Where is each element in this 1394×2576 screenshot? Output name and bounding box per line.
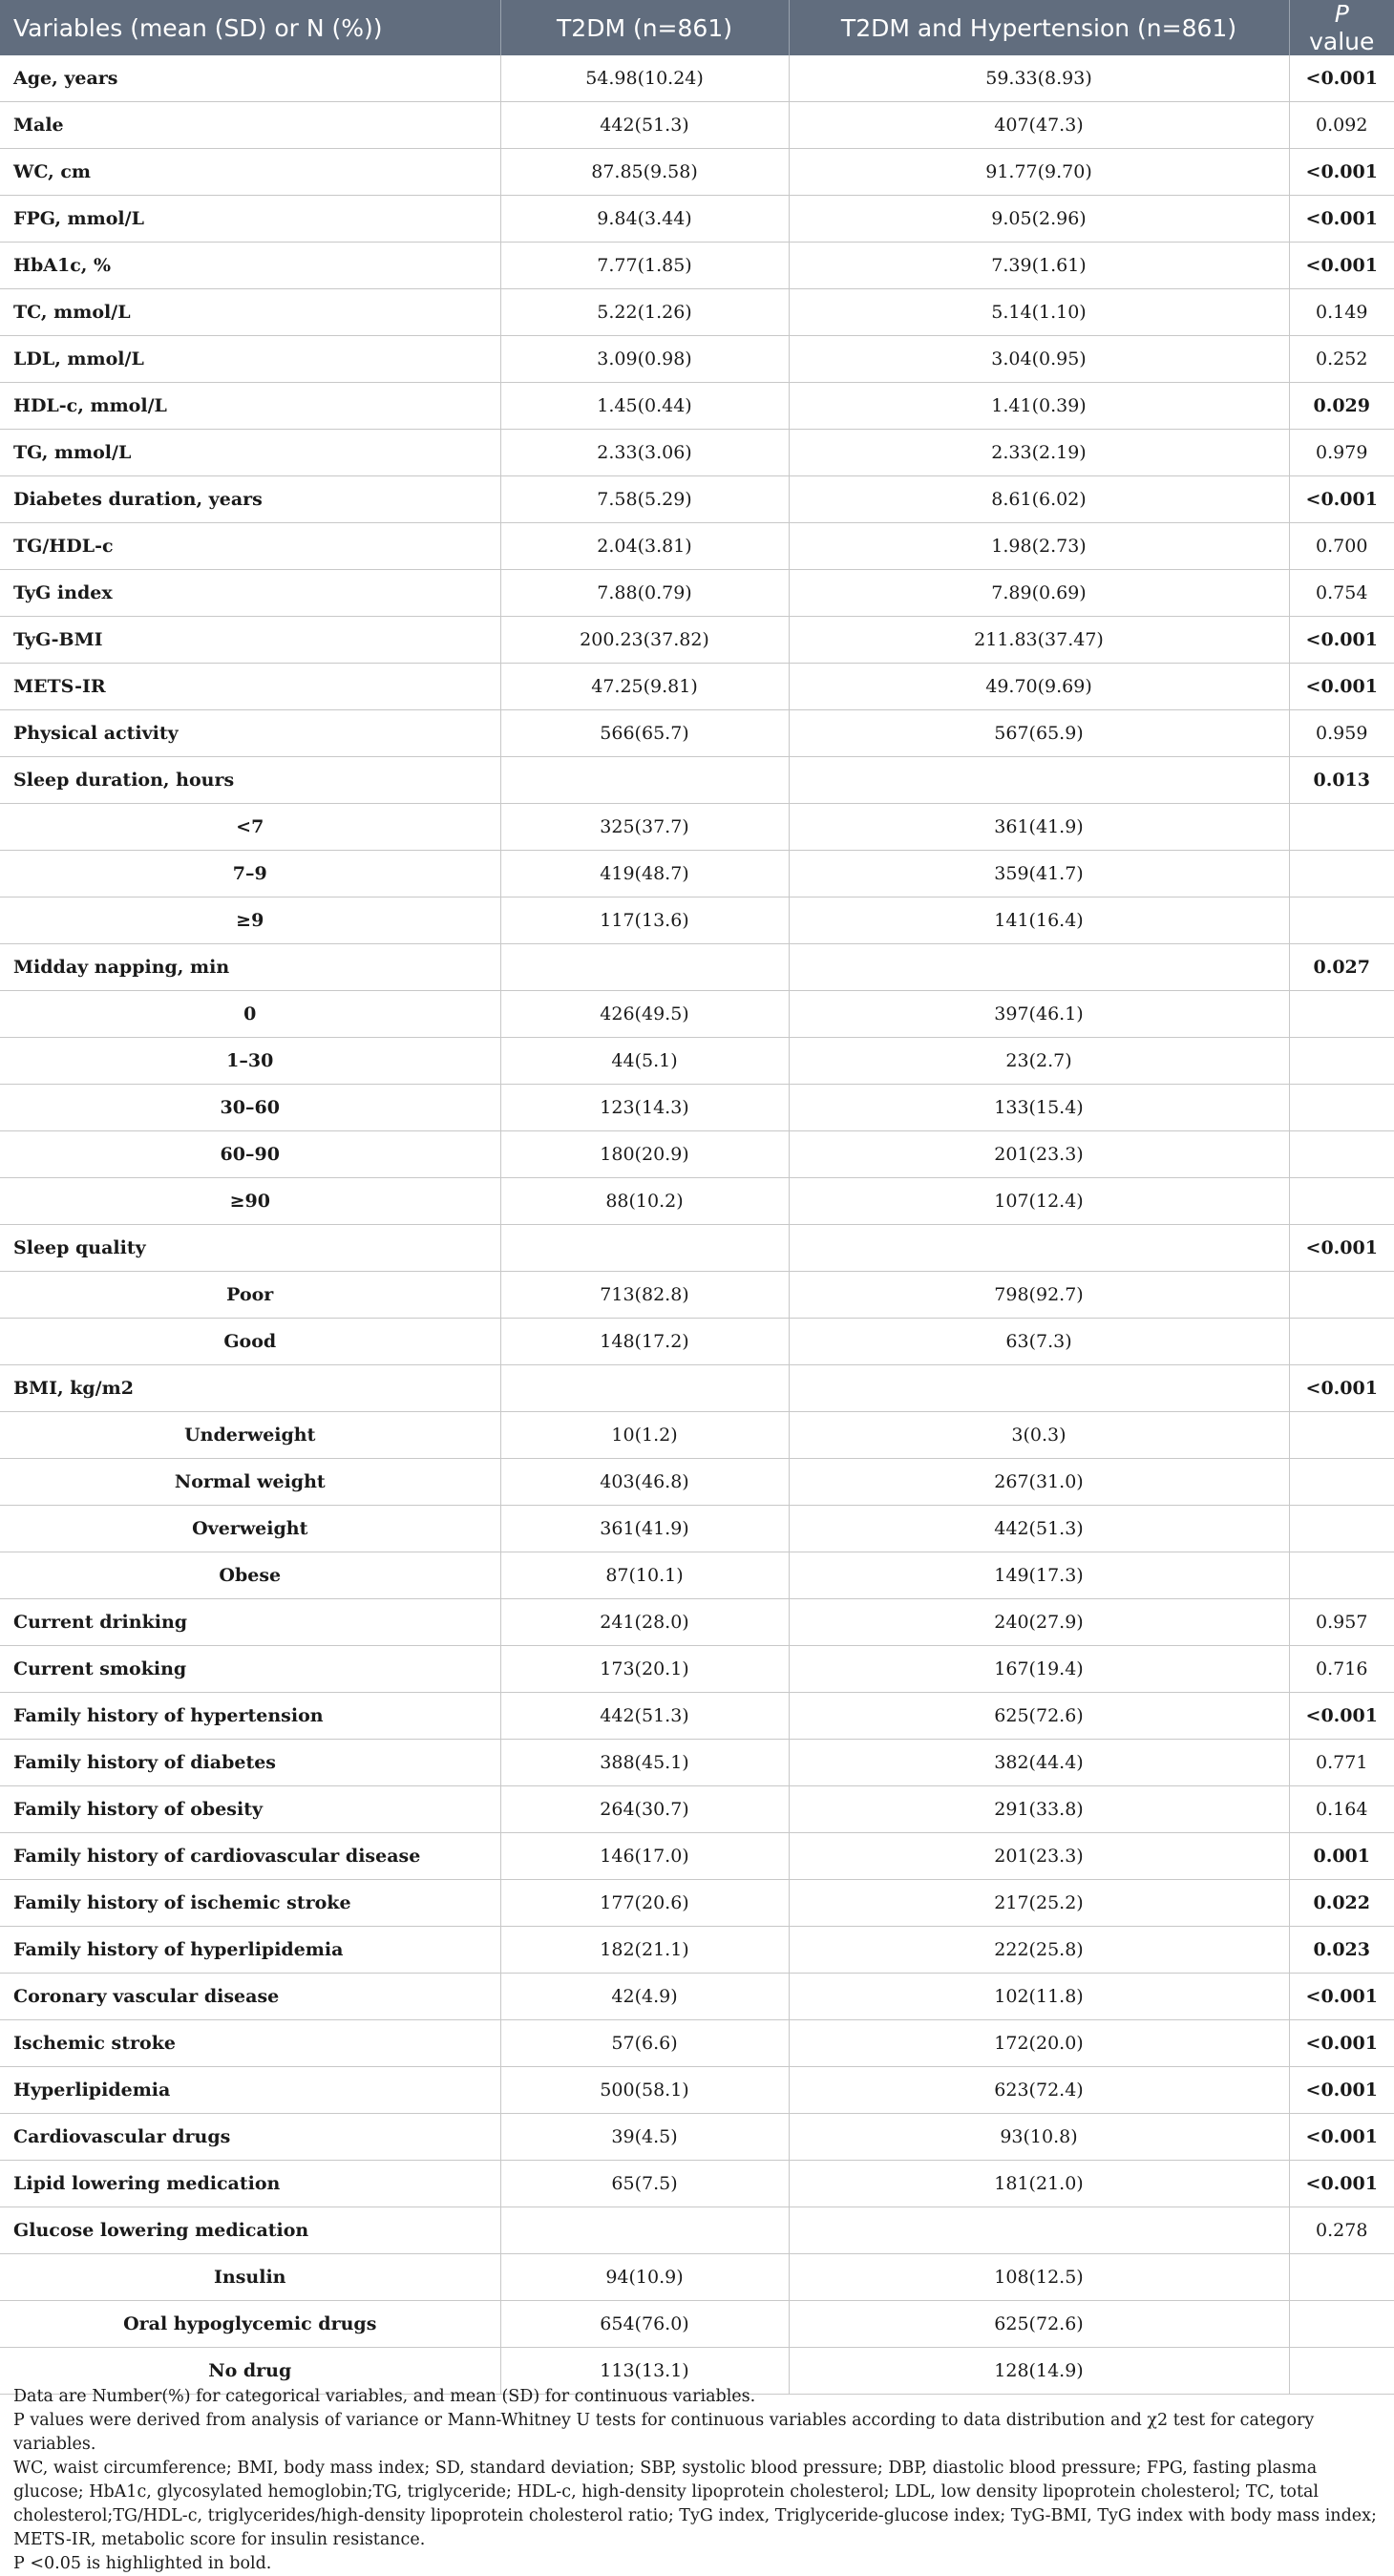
cell-t2dm: 566(65.7) [500,710,789,757]
footnote: WC, waist circumference; BMI, body mass index; SD, standard deviation; SBP, systolic blood pressure; DBP, diastolic blood pressure; FPG, fasting plasma glucose; HbA1c, glycosylated hemoglobin;TG, triglyceride; HDL-c, high-density lipoprotein cholesterol; LDL, low density lipoprotein cholesterol; TC, total cholesterol;TG/HDL-c, triglycerides/high-density lipoprotein cholesterol ratio; TyG index, Triglyceride-glucose index; TyG-BMI, TyG index with body mass index; METS-IR, metabolic score for insulin resistance. [13,2459,1377,2549]
cell-t2dm-hypertension: 359(41.7) [789,851,1289,897]
cell-p-value: 0.700 [1289,523,1394,570]
cell-t2dm: 713(82.8) [500,1272,789,1319]
cell-t2dm-hypertension: 442(51.3) [789,1506,1289,1552]
cell-t2dm: 426(49.5) [500,991,789,1038]
table-row [0,196,1394,243]
cell-t2dm: 87.85(9.58) [500,149,789,196]
cell-p-value: <0.001 [1289,149,1394,196]
cell-t2dm: 180(20.9) [500,1131,789,1178]
header-p-value [1289,0,1394,55]
cell-p-value: 0.278 [1289,2207,1394,2254]
cell-p-value: <0.001 [1289,1365,1394,1412]
cell-t2dm: 94(10.9) [500,2254,789,2301]
cell-p-value [1289,1038,1394,1085]
row-label: 0 [0,991,500,1038]
table-row [0,1740,1394,1786]
row-label: Cardiovascular drugs [0,2114,500,2161]
row-label: 30–60 [0,1085,500,1131]
cell-t2dm-hypertension: 397(46.1) [789,991,1289,1038]
table-row [0,1974,1394,2020]
table-row [0,336,1394,383]
row-label: HbA1c, % [0,243,500,289]
cell-p-value [1289,1459,1394,1506]
table-row [0,991,1394,1038]
cell-t2dm-hypertension: 2.33(2.19) [789,430,1289,476]
cell-t2dm: 500(58.1) [500,2067,789,2114]
cell-t2dm-hypertension: 8.61(6.02) [789,476,1289,523]
table-row [0,1786,1394,1833]
cell-t2dm-hypertension: 9.05(2.96) [789,196,1289,243]
cell-t2dm-hypertension: 128(14.9) [789,2348,1289,2395]
cell-p-value [1289,1085,1394,1131]
cell-p-value [1289,851,1394,897]
table-row [0,476,1394,523]
cell-t2dm: 200.23(37.82) [500,617,789,664]
cell-t2dm-hypertension: 798(92.7) [789,1272,1289,1319]
cell-t2dm-hypertension: 3.04(0.95) [789,336,1289,383]
row-label: TyG-BMI [0,617,500,664]
cell-p-value: <0.001 [1289,617,1394,664]
cell-t2dm [500,1365,789,1412]
table-row [0,1085,1394,1131]
table-row [0,1833,1394,1880]
cell-t2dm: 442(51.3) [500,102,789,149]
cell-t2dm: 65(7.5) [500,2161,789,2207]
cell-t2dm-hypertension: 167(19.4) [789,1646,1289,1693]
cell-t2dm: 7.58(5.29) [500,476,789,523]
cell-t2dm: 117(13.6) [500,897,789,944]
table-row [0,1599,1394,1646]
cell-p-value [1289,1412,1394,1459]
cell-t2dm: 57(6.6) [500,2020,789,2067]
footnote: P values were derived from analysis of variance or Mann-Whitney U tests for continuous variables according to data distribution and χ2 test for category variables. [13,2411,1315,2454]
cell-p-value: 0.252 [1289,336,1394,383]
row-label: Family history of obesity [0,1786,500,1833]
table-row [0,430,1394,476]
cell-t2dm: 39(4.5) [500,2114,789,2161]
header-row [0,0,1394,55]
row-label: ≥9 [0,897,500,944]
cell-p-value: 0.164 [1289,1786,1394,1833]
cell-t2dm-hypertension [789,2207,1289,2254]
cell-t2dm: 47.25(9.81) [500,664,789,710]
cell-t2dm-hypertension [789,1365,1289,1412]
row-label: <7 [0,804,500,851]
row-label: Underweight [0,1412,500,1459]
cell-t2dm-hypertension: 133(15.4) [789,1085,1289,1131]
cell-p-value: 0.979 [1289,430,1394,476]
cell-p-value: <0.001 [1289,476,1394,523]
cell-t2dm-hypertension: 201(23.3) [789,1131,1289,1178]
cell-t2dm-hypertension: 291(33.8) [789,1786,1289,1833]
table-row [0,149,1394,196]
cell-p-value [1289,2254,1394,2301]
table-row [0,383,1394,430]
cell-p-value: 0.029 [1289,383,1394,430]
cell-t2dm: 2.04(3.81) [500,523,789,570]
table-row [0,1693,1394,1740]
row-label: WC, cm [0,149,500,196]
row-label: Current smoking [0,1646,500,1693]
cell-t2dm-hypertension: 102(11.8) [789,1974,1289,2020]
cell-t2dm-hypertension: 267(31.0) [789,1459,1289,1506]
row-label: TC, mmol/L [0,289,500,336]
cell-p-value [1289,1178,1394,1225]
cell-t2dm-hypertension: 625(72.6) [789,1693,1289,1740]
cell-t2dm-hypertension: 382(44.4) [789,1740,1289,1786]
table-row [0,1131,1394,1178]
table-row [0,2161,1394,2207]
row-label: Coronary vascular disease [0,1974,500,2020]
table-row [0,1038,1394,1085]
table-row [0,2254,1394,2301]
cell-p-value [1289,1131,1394,1178]
cell-t2dm [500,757,789,804]
table-row [0,664,1394,710]
cell-t2dm-hypertension: 1.98(2.73) [789,523,1289,570]
cell-t2dm: 264(30.7) [500,1786,789,1833]
table-row [0,1272,1394,1319]
header-t2dm: T2DM (n=861) [500,0,789,55]
cell-t2dm-hypertension: 172(20.0) [789,2020,1289,2067]
cell-t2dm-hypertension [789,944,1289,991]
cell-p-value: <0.001 [1289,243,1394,289]
cell-t2dm: 113(13.1) [500,2348,789,2395]
table-row [0,2067,1394,2114]
row-label: Midday napping, min [0,944,500,991]
table-row [0,1459,1394,1506]
row-label: TyG index [0,570,500,617]
cell-t2dm-hypertension: 625(72.6) [789,2301,1289,2348]
cell-t2dm: 388(45.1) [500,1740,789,1786]
table-row [0,851,1394,897]
cell-t2dm: 403(46.8) [500,1459,789,1506]
cell-t2dm-hypertension: 407(47.3) [789,102,1289,149]
cell-p-value [1289,991,1394,1038]
cell-p-value [1289,2301,1394,2348]
row-label: 7–9 [0,851,500,897]
table-row [0,1880,1394,1927]
cell-p-value: 0.149 [1289,289,1394,336]
cell-t2dm: 146(17.0) [500,1833,789,1880]
cell-p-value [1289,1272,1394,1319]
cell-p-value: <0.001 [1289,1974,1394,2020]
cell-p-value: 0.754 [1289,570,1394,617]
cell-t2dm-hypertension [789,757,1289,804]
cell-p-value: 0.001 [1289,1833,1394,1880]
table-row [0,2020,1394,2067]
cell-t2dm-hypertension: 361(41.9) [789,804,1289,851]
cell-t2dm-hypertension: 107(12.4) [789,1178,1289,1225]
table-body [0,55,1394,2395]
cell-t2dm: 325(37.7) [500,804,789,851]
cell-t2dm: 2.33(3.06) [500,430,789,476]
row-label: Family history of diabetes [0,1740,500,1786]
cell-t2dm: 148(17.2) [500,1319,789,1365]
cell-p-value: <0.001 [1289,2114,1394,2161]
cell-t2dm-hypertension: 108(12.5) [789,2254,1289,2301]
row-label: ≥90 [0,1178,500,1225]
cell-t2dm: 419(48.7) [500,851,789,897]
cell-p-value: 0.013 [1289,757,1394,804]
cell-t2dm-hypertension: 201(23.3) [789,1833,1289,1880]
cell-t2dm-hypertension: 63(7.3) [789,1319,1289,1365]
header-p-italic: P [1334,0,1349,28]
cell-t2dm: 7.88(0.79) [500,570,789,617]
table-row [0,757,1394,804]
cell-t2dm-hypertension: 7.39(1.61) [789,243,1289,289]
cell-t2dm: 7.77(1.85) [500,243,789,289]
row-label: 60–90 [0,1131,500,1178]
table-row [0,289,1394,336]
cell-p-value: <0.001 [1289,196,1394,243]
cell-t2dm [500,2207,789,2254]
cell-t2dm-hypertension: 23(2.7) [789,1038,1289,1085]
cell-p-value: <0.001 [1289,1693,1394,1740]
cell-t2dm-hypertension: 149(17.3) [789,1552,1289,1599]
table-row [0,55,1394,102]
cell-t2dm: 44(5.1) [500,1038,789,1085]
header-p-rest: value [1309,28,1375,55]
table-row [0,617,1394,664]
footnote: P <0.05 is highlighted in bold. [13,2554,272,2573]
row-label: Sleep duration, hours [0,757,500,804]
cell-t2dm-hypertension: 567(65.9) [789,710,1289,757]
cell-t2dm: 88(10.2) [500,1178,789,1225]
cell-t2dm-hypertension: 623(72.4) [789,2067,1289,2114]
cell-t2dm: 5.22(1.26) [500,289,789,336]
row-label: Age, years [0,55,500,102]
cell-t2dm-hypertension: 49.70(9.69) [789,664,1289,710]
cell-t2dm: 42(4.9) [500,1974,789,2020]
cell-t2dm: 241(28.0) [500,1599,789,1646]
cell-t2dm: 87(10.1) [500,1552,789,1599]
table-row [0,1365,1394,1412]
row-label: Hyperlipidemia [0,2067,500,2114]
row-label: Normal weight [0,1459,500,1506]
table-row [0,243,1394,289]
row-label: METS-IR [0,664,500,710]
table-row [0,1927,1394,1974]
table-row [0,1178,1394,1225]
row-label: FPG, mmol/L [0,196,500,243]
table-row [0,1319,1394,1365]
row-label: Family history of cardiovascular disease [0,1833,500,1880]
table-row [0,1552,1394,1599]
cell-t2dm-hypertension: 141(16.4) [789,897,1289,944]
table-row [0,710,1394,757]
cell-t2dm-hypertension: 181(21.0) [789,2161,1289,2207]
cell-p-value: 0.716 [1289,1646,1394,1693]
cell-t2dm: 442(51.3) [500,1693,789,1740]
table-row [0,102,1394,149]
table-row [0,523,1394,570]
table-row [0,1646,1394,1693]
cell-p-value: <0.001 [1289,55,1394,102]
row-label: LDL, mmol/L [0,336,500,383]
cell-p-value: 0.023 [1289,1927,1394,1974]
cell-t2dm [500,1225,789,1272]
cell-t2dm-hypertension: 5.14(1.10) [789,289,1289,336]
cell-t2dm: 361(41.9) [500,1506,789,1552]
row-label: Diabetes duration, years [0,476,500,523]
cell-t2dm-hypertension: 59.33(8.93) [789,55,1289,102]
row-label: TG, mmol/L [0,430,500,476]
row-label: Glucose lowering medication [0,2207,500,2254]
row-label: Overweight [0,1506,500,1552]
cell-p-value: 0.027 [1289,944,1394,991]
table-row [0,1506,1394,1552]
cell-t2dm: 654(76.0) [500,2301,789,2348]
row-label: Insulin [0,2254,500,2301]
row-label: Family history of hypertension [0,1693,500,1740]
cell-t2dm: 123(14.3) [500,1085,789,1131]
row-label: HDL-c, mmol/L [0,383,500,430]
cell-t2dm-hypertension: 240(27.9) [789,1599,1289,1646]
header-variables: Variables (mean (SD) or N (%)) [0,0,500,55]
cell-p-value [1289,1552,1394,1599]
cell-t2dm: 3.09(0.98) [500,336,789,383]
row-label: Family history of ischemic stroke [0,1880,500,1927]
table-row [0,1412,1394,1459]
row-label: BMI, kg/m2 [0,1365,500,1412]
row-label: Ischemic stroke [0,2020,500,2067]
row-label: TG/HDL-c [0,523,500,570]
cell-t2dm [500,944,789,991]
cell-p-value: 0.957 [1289,1599,1394,1646]
cell-t2dm: 1.45(0.44) [500,383,789,430]
cell-t2dm-hypertension: 217(25.2) [789,1880,1289,1927]
cell-t2dm: 54.98(10.24) [500,55,789,102]
row-label: Sleep quality [0,1225,500,1272]
cell-t2dm: 9.84(3.44) [500,196,789,243]
table-row [0,804,1394,851]
row-label: 1–30 [0,1038,500,1085]
table-header [0,0,1394,55]
cell-t2dm-hypertension: 3(0.3) [789,1412,1289,1459]
cell-t2dm-hypertension [789,1225,1289,1272]
cell-t2dm-hypertension: 222(25.8) [789,1927,1289,1974]
row-label: Lipid lowering medication [0,2161,500,2207]
table-row [0,1225,1394,1272]
cell-p-value [1289,1319,1394,1365]
footnote: Data are Number(%) for categorical variables, and mean (SD) for continuous variables. [13,2387,756,2406]
cell-p-value: <0.001 [1289,1225,1394,1272]
header-t2dm-hypertension: T2DM and Hypertension (n=861) [789,0,1289,55]
cell-t2dm-hypertension: 91.77(9.70) [789,149,1289,196]
row-label: Oral hypoglycemic drugs [0,2301,500,2348]
row-label: No drug [0,2348,500,2395]
cell-t2dm-hypertension: 7.89(0.69) [789,570,1289,617]
cell-t2dm-hypertension: 93(10.8) [789,2114,1289,2161]
cell-p-value: 0.092 [1289,102,1394,149]
cell-p-value: <0.001 [1289,664,1394,710]
table-row [0,944,1394,991]
cell-p-value: <0.001 [1289,2161,1394,2207]
table-row [0,2207,1394,2254]
table-footnotes [0,2385,1394,2576]
row-label: Physical activity [0,710,500,757]
cell-p-value [1289,804,1394,851]
cell-t2dm-hypertension: 211.83(37.47) [789,617,1289,664]
cell-t2dm: 10(1.2) [500,1412,789,1459]
table-row [0,897,1394,944]
row-label: Male [0,102,500,149]
row-label: Obese [0,1552,500,1599]
row-label: Family history of hyperlipidemia [0,1927,500,1974]
cell-p-value: <0.001 [1289,2067,1394,2114]
row-label: Poor [0,1272,500,1319]
row-label: Current drinking [0,1599,500,1646]
cell-p-value [1289,897,1394,944]
cell-p-value: 0.771 [1289,1740,1394,1786]
table-row [0,2114,1394,2161]
table-row [0,2301,1394,2348]
cell-p-value: <0.001 [1289,2020,1394,2067]
table-row [0,570,1394,617]
row-label: Good [0,1319,500,1365]
cell-p-value: 0.022 [1289,1880,1394,1927]
cell-t2dm-hypertension: 1.41(0.39) [789,383,1289,430]
cell-t2dm: 182(21.1) [500,1927,789,1974]
cell-p-value [1289,1506,1394,1552]
cell-p-value: 0.959 [1289,710,1394,757]
cell-t2dm: 177(20.6) [500,1880,789,1927]
cell-t2dm: 173(20.1) [500,1646,789,1693]
